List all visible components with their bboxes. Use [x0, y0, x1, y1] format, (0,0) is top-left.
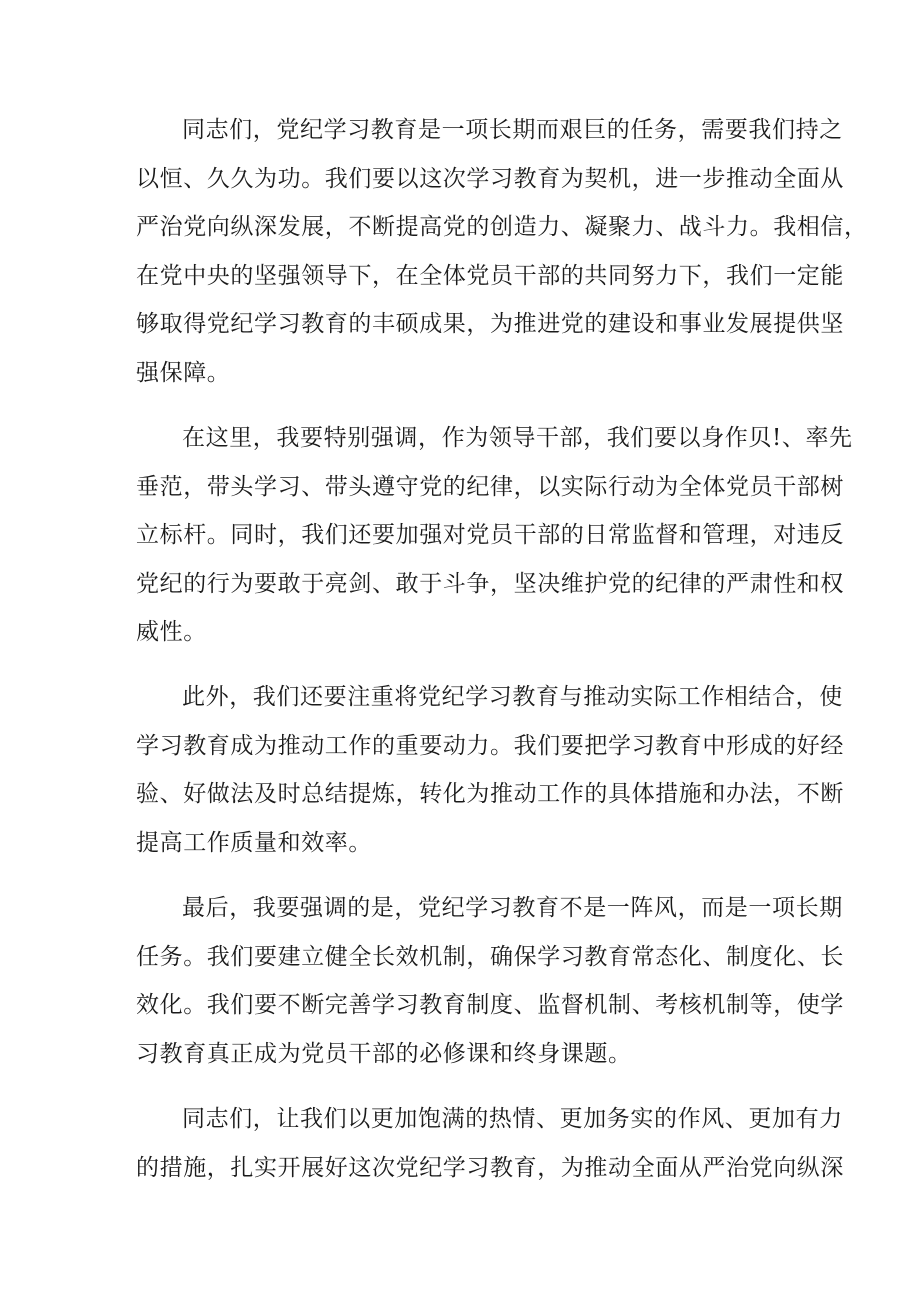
text-line: 同志们，党纪学习教育是一项长期而艰巨的任务，需要我们持之 — [182, 117, 843, 143]
text-line: 效化。我们要不断完善学习教育制度、监督机制、考核机制等，使学 — [136, 992, 844, 1019]
text-line: 够取得党纪学习教育的丰硕成果，为推进党的建设和事业发展提供坚 — [136, 311, 844, 338]
text-line: 习教育真正成为党员干部的必修课和终身课题。 — [136, 1040, 632, 1067]
paragraph-practice — [136, 673, 844, 867]
text-line: 提高工作质量和效率。 — [136, 829, 372, 856]
text-line: 在这里，我要特别强调，作为领导干部，我们要以身作贝!、率先 — [182, 425, 853, 451]
text-line: 的措施，扎实开展好这次党纪学习教育，为推动全面从严治党向纵深 — [136, 1154, 844, 1181]
paragraph-long-term — [136, 884, 844, 1078]
text-line: 严治党向纵深发展，不断提高党的创造力、凝聚力、战斗力。我相信， — [136, 214, 868, 241]
text-line: 学习教育成为推动工作的重要动力。我们要把学习教育中形成的好经 — [136, 732, 844, 759]
text-line: 同志们，让我们以更加饱满的热情、更加务实的作风、更加有力 — [182, 1106, 843, 1132]
text-line: 任务。我们要建立健全长效机制，确保学习教育常态化、制度化、长 — [136, 943, 844, 970]
paragraph-conclusion — [136, 106, 868, 398]
text-line: 立标杆。同时，我们还要加强对党员干部的日常监督和管理，对违反 — [136, 522, 844, 549]
text-line: 威性。 — [136, 619, 207, 646]
text-line: 以恒、久久为功。我们要以这次学习教育为契机，进一步推动全面从 — [136, 165, 844, 192]
text-line: 在党中央的坚强领导下，在全体党员干部的共同努力下，我们一定能 — [136, 262, 844, 289]
text-line: 验、好做法及时总结提炼，转化为推动工作的具体措施和办法，不断 — [136, 781, 844, 808]
paragraph-leadership — [136, 414, 853, 657]
paragraph-closing — [136, 1095, 844, 1192]
text-line: 党纪的行为要敢于亮剑、敢于斗争，坚决维护党的纪律的严肃性和权 — [136, 570, 844, 597]
text-line: 最后，我要强调的是，党纪学习教育不是一阵风，而是一项长期 — [182, 895, 843, 921]
text-line: 垂范，带头学习、带头遵守党的纪律，以实际行动为全体党员干部树 — [136, 473, 844, 500]
text-line: 此外，我们还要注重将党纪学习教育与推动实际工作相结合，使 — [182, 684, 843, 710]
text-line: 强保障。 — [136, 359, 231, 386]
